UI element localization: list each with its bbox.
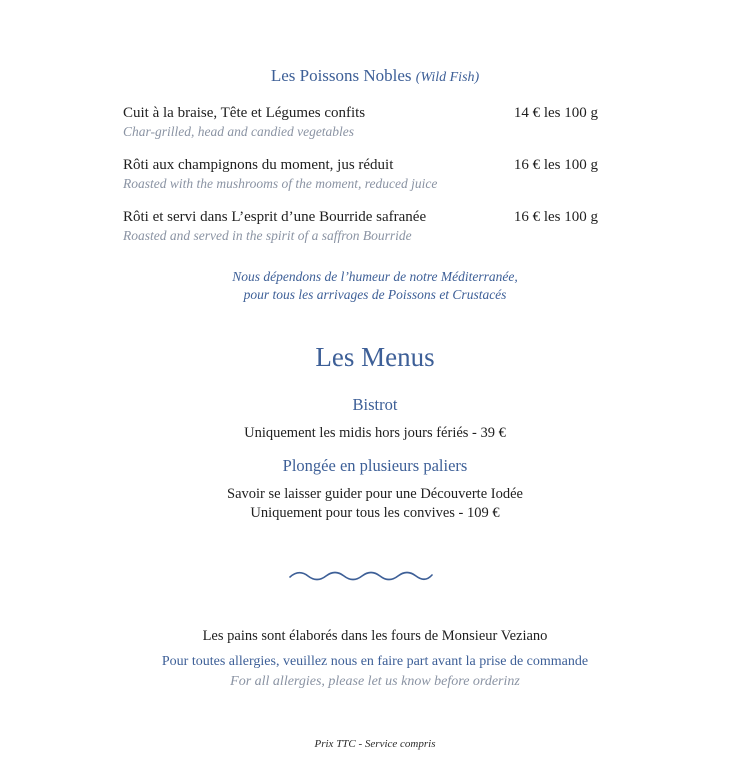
price-footer: Prix TTC - Service compris — [314, 738, 436, 750]
menu-bistrot-line1: Uniquement les midis hors jours fériés - 39 € — [244, 425, 506, 441]
menus-title: Les Menus — [315, 342, 435, 372]
section-title-text: Les Poissons Nobles — [270, 66, 412, 85]
seafood-note-line1: Nous dépendons de l’humeur de notre Méditerranée, — [232, 269, 518, 284]
dish-name-en: Roasted and served in the spirit of a saffron Bourride — [123, 228, 412, 243]
dish-name-en: Roasted with the mushrooms of the moment, reduced juice — [123, 176, 438, 191]
dish-name-fr: Rôti et servi dans L’esprit d’une Bourride safranée — [123, 209, 427, 225]
section-subtitle: (Wild Fish) — [415, 70, 480, 85]
menu-bistrot-name: Bistrot — [352, 395, 398, 414]
menu-plongee-line1: Savoir se laisser guider pour une Découverte Iodée — [227, 486, 523, 502]
menu-plongee-line2: Uniquement pour tous les convives - 109 € — [250, 505, 500, 521]
dish-item — [123, 104, 598, 141]
dish-name-en: Char-grilled, head and candied vegetables — [123, 124, 355, 139]
menu-plongee-name: Plongée en plusieurs paliers — [282, 456, 468, 475]
dish-price: 14 € les 100 g — [513, 105, 598, 121]
dish-item — [123, 208, 598, 245]
dish-price: 16 € les 100 g — [513, 209, 598, 225]
dish-name-fr: Cuit à la braise, Tête et Légumes confits — [123, 105, 366, 121]
allergy-note-fr: Pour toutes allergies, veuillez nous en faire part avant la prise de commande — [161, 654, 589, 669]
allergy-note-en: For all allergies, please let us know before orderinz — [230, 674, 520, 689]
section-title — [0, 66, 750, 86]
dish-price: 16 € les 100 g — [513, 157, 598, 173]
bread-note: Les pains sont élaborés dans les fours de Monsieur Veziano — [202, 628, 548, 644]
seafood-note — [0, 268, 750, 304]
dish-name-fr: Rôti aux champignons du moment, jus réduit — [123, 157, 394, 173]
wave-divider-icon — [288, 565, 434, 585]
seafood-note-line2: pour tous les arrivages de Poissons et Crustacés — [243, 287, 507, 302]
dish-item — [123, 156, 598, 193]
